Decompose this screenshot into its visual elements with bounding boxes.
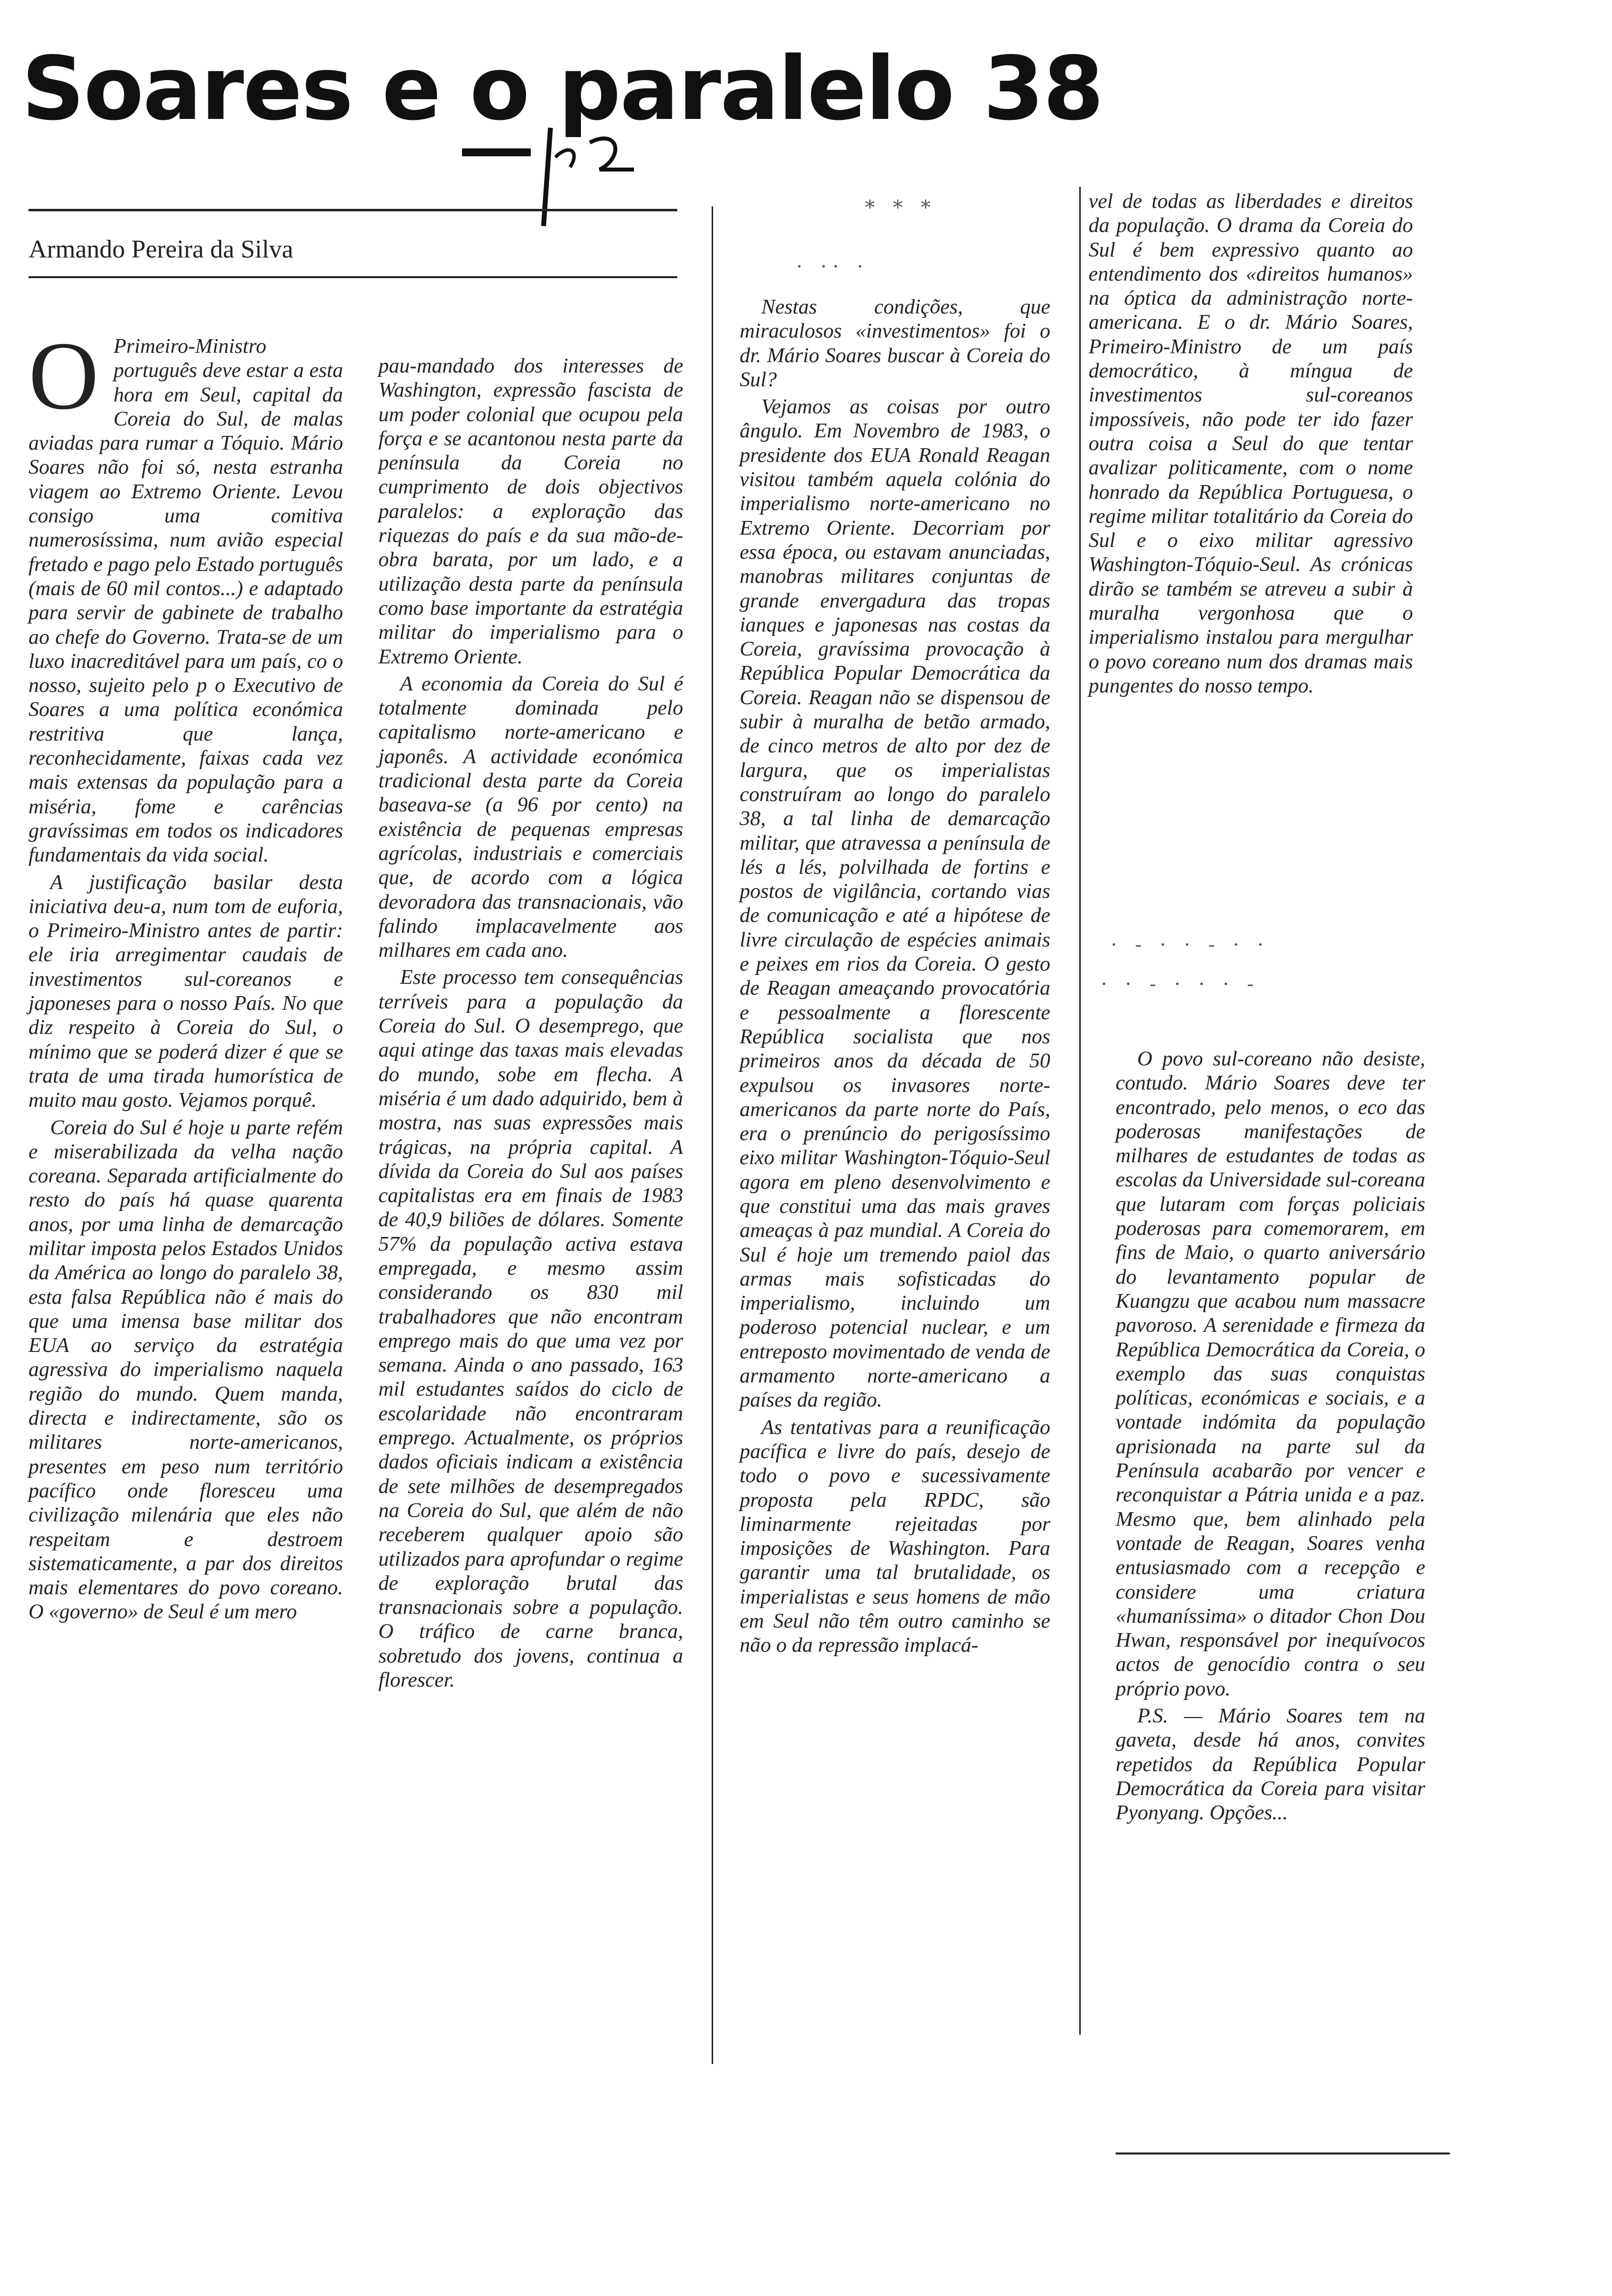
handwritten-annotation — [457, 123, 693, 241]
paragraph: pau-mandado dos interesses de Washington, expressão fascista de um poder colonial que ocupou pela força e se acantonou nesta parte da península da Coreia no cumprimento de dois objectivos paralelos: a exploração das riquezas do país e da sua mão-de-obra barata, por um lado, e a utilização desta parte da península como base importante da estratégia militar do imperialismo para o Extremo Oriente. — [378, 354, 683, 668]
column-divider-right — [1079, 187, 1081, 2035]
ornament: · - · · - · · — [1111, 934, 1269, 956]
end-rule — [1116, 2152, 1450, 2154]
article-column-4-lower — [1116, 1047, 1425, 1828]
paragraph: Este processo tem consequências terríveis para a população da Coreia do Sul. O desemprego, que aqui atinge das taxas mais elevadas do mundo, sobe em flecha. A miséria é um dado adquirido, bem à mostra, nas suas expressões mais trágicas, na própria capital. A dívida da Coreia do Sul aos países capitalistas era em finais de 1983 de 40,9 biliões de dólares. Somente 57% da população activa estava empregada, e mesmo assim considerando os 830 mil trabalhadores que não encontram emprego mais do que uma vez por semana. Ainda o ano passado, 163 mil estudantes saídos do ciclo de escolaridade não encontraram emprego. Actualmente, os próprios dados oficiais indicam a existência de sete milhões de desempregados na Coreia do Sul, que além de não receberem qualquer apoio são utilizados para aprofundar o regime de exploração brutal das transnacionais sobre a população. O tráfico de carne branca, sobretudo dos jovens, continua a florescer. — [378, 966, 683, 1692]
byline: Armando Pereira da Silva — [29, 235, 293, 263]
article-column-2 — [378, 354, 683, 1695]
article-column-3 — [740, 295, 1050, 1661]
paragraph: Vejamos as coisas por outro ângulo. Em Novembro de 1983, o presidente dos EUA Ronald Reagan visitou também aquela colónia do imperialismo norte-americano no Extremo Oriente. Decorriam por essa época, ou estavam anunciadas, manobras militares conjuntas de grande envergadura das tropas ianques e japonesas nas costas da Coreia, gravíssima provocação à República Popular Democrática da Coreia. Reagan não se dispensou de subir à muralha de betão armado, de cinco metros de alto por dez de largura, que os imperialistas construíram ao longo do paralelo 38, a tal linha de demarcação militar, que atravessa a península de lés a lés, polvilhada de fortins e postos de vigilância, cortando vias de comunicação e até a hipótese de livre circulação de espécies animais e peixes em rios da Coreia. O gesto de Reagan ameaçando provocatória e pessoalmente a florescente República socialista que nos primeiros anos da década de 50 expulsou os invasores norte-americanos da parte norte do País, era o prenúncio do perigosíssimo eixo militar Washington-Tóquio-Seul agora em pleno desenvolvimento e que constitui uma das mais graves ameaças à paz mundial. A Coreia do Sul é hoje um tremendo paiol das armas mais sofisticadas do imperialismo, incluindo um poderoso potencial nuclear, e um entreposto movimentado de venda de armamento norte-americano a países da região. — [740, 395, 1050, 1412]
headline-rule — [29, 209, 677, 211]
article-column-4 — [1089, 189, 1413, 701]
paragraph: O povo sul-coreano não desiste, contudo. Mário Soares deve ter encontrado, pelo menos, o eco das poderosas manifestações de milhares de estudantes de todas as escolas da Universidade sul-coreana que lutaram com forças policiais poderosas para comemorarem, em fins de Maio, o quarto aniversário do levantamento popular de Kuangzu que acabou num massacre pavoroso. A serenidade e firmeza da República Democrática da Coreia, o exemplo das suas conquistas políticas, económicas e sociais, e a vontade indómita da população aprisionada na parte sul da Península acabarão por vencer e reconquistar a Pátria unida e a paz. Mesmo que, bem alinhado pela vontade de Reagan, Soares venha entusiasmado com a recepção e considere uma criatura «humaníssima» o ditador Chon Dou Hwan, responsável por inequívocos actos de genocídio contra o seu próprio povo. — [1116, 1047, 1425, 1700]
byline-rule — [29, 276, 677, 278]
ornament: · · - · · · - — [1101, 973, 1260, 996]
headline: Soares e o paralelo 38 — [22, 38, 1103, 140]
paragraph: As tentativas para a reunificação pacífica e livre do país, desejo de todo o povo e sucessivamente proposta pela RPDC, são liminarmente rejeitadas por imposições de Washington. Para garantir uma tal brutalidade, os imperialistas e seus homens de mão em Seul não têm outro caminho se não o da repressão implacá- — [740, 1415, 1050, 1657]
paragraph: A justificação basilar desta iniciativa deu-a, num tom de euforia, o Primeiro-Ministro antes de partir: ele iria arregimentar caudais de investimentos sul-coreanos e japoneses para o nosso País. No que diz respeito à Coreia do Sul, o mínimo que se poderá dizer é que se trata de uma tirada humorística de muito mau gosto. Vejamos porquê. — [29, 870, 343, 1112]
paragraph: O Primeiro-Ministro português deve estar a esta hora em Seul, capital da Coreia do Sul, de malas aviadas para rumar a Tóquio. Mário Soares não foi só, nesta estranha viagem ao Extremo Oriente. Levou consigo uma comitiva numerosíssima, num avião especial fretado e pago pelo Estado português (mais de 60 mil contos...) e adaptado para servir de gabinete de trabalho ao chefe do Governo. Trata-se de um luxo inacreditável para um país, co o nosso, sujeito pelo p o Executivo de Soares a uma política económica restritiva que lança, reconhecidamente, faixas cada vez mais extensas da população para a miséria, fome e carências gravíssimas em todos os indicadores fundamentais da vida social. — [29, 322, 343, 867]
paragraph: Coreia do Sul é hoje u parte refém e miserabilizada da velha nação coreana. Separada artificialmente do resto do país há quase quarenta anos, por uma linha de demarcação militar imposta pelos Estados Unidos da América ao longo do paralelo 38, esta falsa República não é mais do que uma imensa base militar dos EUA ao serviço da estratégia agressiva do imperialismo naquela região do mundo. Quem manda, directa e indirectamente, são os militares norte-americanos, presentes em peso num território pacífico onde floresceu uma civilização milenária que eles não respeitam e destroem sistematicamente, a par dos direitos mais elementares do povo coreano. O «governo» de Seul é um mero — [29, 1116, 343, 1624]
ornament: * * * — [865, 197, 937, 219]
paragraph: A economia da Coreia do Sul é totalmente dominada pelo capitalismo norte-americano e japonês. A actividade económica tradicional desta parte da Coreia baseava-se (a 96 por cento) na existência de pequenas empresas agrícolas, industriais e comerciais que, de acordo com a lógica devoradora das transnacionais, vão falindo implacavelmente aos milhares em cada ano. — [378, 672, 683, 962]
paragraph: P.S. — Mário Soares tem na gaveta, desde há anos, convites repetidos da República Popular Democrática da Coreia para visitar Pyonyang. Opções... — [1116, 1704, 1425, 1825]
ornament: · ·· · — [796, 256, 869, 278]
column-divider-left — [712, 206, 713, 2064]
drop-cap: O — [29, 322, 99, 430]
paragraph: vel de todas as liberdades e direitos da população. O drama da Coreia do Sul é bem expressivo quanto ao entendimento dos «direitos humanos» na óptica da administração norte-americana. E o dr. Mário Soares, Primeiro-Ministro de um país democrático, à míngua de investimentos sul-coreanos impossíveis, não pode ter ido fazer outra coisa a Seul do que tentar avalizar politicamente, com o nome honrado da República Portuguesa, o regime militar totalitário da Coreia do Sul e o eixo militar agressivo Washington-Tóquio-Seul. As crónicas dirão se também se atreveu a subir à muralha vergonhosa que o imperialismo instalou para mergulhar o povo coreano num dos dramas mais pungentes do nosso tempo. — [1089, 190, 1413, 697]
paragraph: Nestas condições, que miraculosos «investimentos» foi o dr. Mário Soares buscar à Coreia do Sul? — [740, 295, 1050, 391]
article-column-1 — [29, 322, 343, 1627]
